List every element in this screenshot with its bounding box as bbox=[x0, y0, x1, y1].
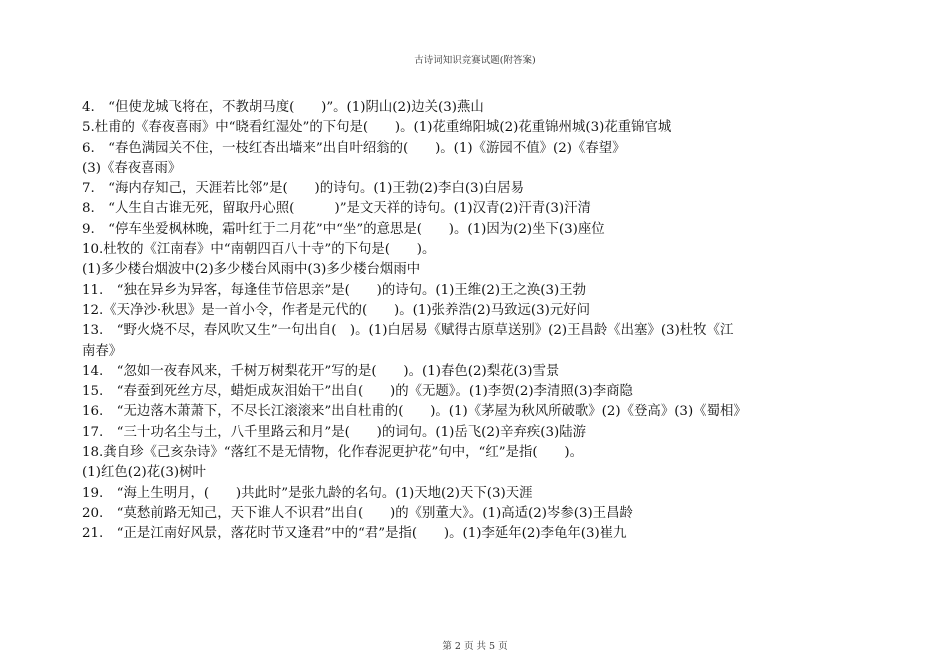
question-5: 5.杜甫的《春夜喜雨》中“晓看红湿处”的下句是( )。(1)花重绵阳城(2)花重锦州城(3)花重锦官城 bbox=[82, 120, 672, 136]
question-13-continuation: 南春》 bbox=[82, 343, 123, 359]
question-10-options: (1)多少楼台烟波中(2)多少楼台风雨中(3)多少楼台烟雨中 bbox=[82, 262, 421, 278]
question-17: 17. “三十功名尘与土，八千里路云和月”是( )的词句。(1)岳飞(2)辛弃疾(3)陆游 bbox=[82, 424, 587, 440]
page-header-title: 古诗词知识竞赛试题(附答案) bbox=[414, 55, 536, 66]
question-8: 8. “人生自古谁无死，留取丹心照( )”是文天祥的诗句。(1)汉青(2)汗青(3)汗清 bbox=[82, 201, 591, 217]
question-list bbox=[82, 98, 882, 545]
question-14: 14. “忽如一夜春风来，千树万树梨花开”写的是( )。(1)春色(2)梨花(3)雪景 bbox=[82, 363, 560, 379]
question-15: 15. “春蚕到死丝方尽，蜡炬成灰泪始干”出自( )的《无题》。(1)李贺(2)李清照(3)李商隐 bbox=[82, 384, 633, 400]
question-18: 18.龚自珍《己亥杂诗》“落红不是无情物，化作春泥更护花”句中，“红”是指( )。 bbox=[82, 445, 584, 461]
question-18-options: (1)红色(2)花(3)树叶 bbox=[82, 465, 206, 481]
question-19: 19. “海上生明月，( )共此时”是张九龄的名句。(1)天地(2)天下(3)天涯 bbox=[82, 485, 533, 501]
question-9: 9. “停车坐爱枫林晚，霜叶红于二月花”中“坐”的意思是( )。(1)因为(2)坐下(3)座位 bbox=[82, 221, 605, 237]
question-20: 20. “莫愁前路无知己，天下谁人不识君”出自( )的《别董大》。(1)高适(2)岑参(3)王昌龄 bbox=[82, 505, 633, 521]
question-11: 11. “独在异乡为异客，每逢佳节倍思亲”是( )的诗句。(1)王维(2)王之涣(3)王勃 bbox=[82, 282, 587, 298]
question-4: 4. “但使龙城飞将在，不教胡马度( )”。(1)阴山(2)边关(3)燕山 bbox=[82, 100, 484, 115]
question-6-continuation: (3)《春夜喜雨》 bbox=[82, 160, 182, 176]
question-12: 12.《天净沙·秋思》是一首小令，作者是元代的( )。(1)张养浩(2)马致远(3)元好问 bbox=[82, 302, 591, 318]
page-number: 第 2 页 共 5 页 bbox=[442, 641, 508, 652]
question-21: 21. “正是江南好风景，落花时节又逢君”中的“君”是指( )。(1)李延年(2)李龟年(3)崔九 bbox=[82, 526, 627, 542]
question-10: 10.杜牧的《江南春》中“南朝四百八十寺”的下句是( )。 bbox=[82, 242, 436, 258]
question-13: 13. “野火烧不尽，春风吹又生”一句出自( )。(1)白居易《赋得古原草送别》(2)王昌龄《出塞》(3)杜牧《江 bbox=[82, 323, 734, 339]
question-7: 7. “海内存知己，天涯若比邻”是( )的诗句。(1)王勃(2)李白(3)白居易 bbox=[82, 181, 524, 197]
question-16: 16. “无边落木萧萧下，不尽长江滚滚来”出自杜甫的( )。(1)《茅屋为秋风所破歌》(2)《登高》(3)《蜀相》 bbox=[82, 404, 747, 420]
question-6: 6. “春色满园关不住，一枝红杏出墙来”出自叶绍翁的( )。(1)《游园不值》(2)《春望》 bbox=[82, 140, 626, 156]
